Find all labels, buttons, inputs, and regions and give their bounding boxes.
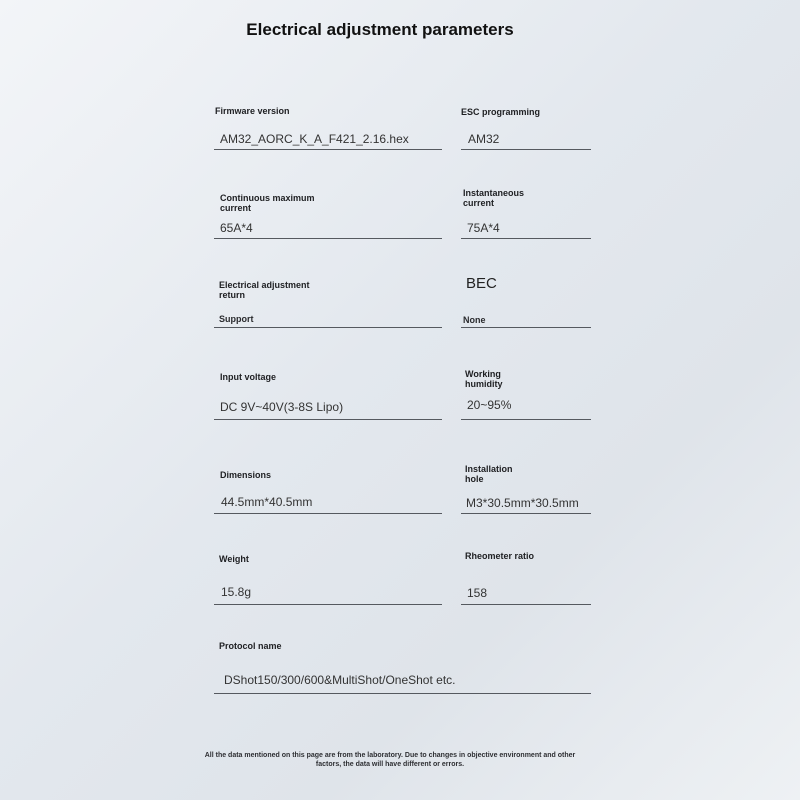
- instantaneous-current-label: Instantaneous current: [463, 188, 525, 208]
- divider: [461, 327, 591, 328]
- weight-label: Weight: [219, 554, 249, 564]
- firmware-version-value: AM32_AORC_K_A_F421_2.16.hex: [220, 132, 409, 146]
- divider: [214, 419, 442, 420]
- page-title: Electrical adjustment parameters: [246, 20, 514, 39]
- installation-hole-label: Installation hole: [465, 464, 513, 484]
- divider: [214, 327, 442, 328]
- input-voltage-value: DC 9V~40V(3-8S Lipo): [220, 400, 344, 414]
- divider: [461, 149, 591, 150]
- esc-programming-label: ESC programming: [461, 107, 541, 117]
- divider: [214, 513, 442, 514]
- divider: [214, 604, 442, 605]
- weight-value: 15.8g: [221, 585, 252, 599]
- working-humidity-value: 20~95%: [467, 398, 512, 412]
- continuous-current-value: 65A*4: [220, 221, 253, 235]
- rheometer-ratio-value: 158: [467, 586, 488, 600]
- divider: [214, 693, 591, 694]
- bec-label: BEC: [466, 275, 497, 292]
- divider: [461, 238, 591, 239]
- dimensions-value: 44.5mm*40.5mm: [221, 495, 313, 509]
- input-voltage-label: Input voltage: [220, 372, 276, 382]
- firmware-version-label: Firmware version: [215, 106, 290, 116]
- working-humidity-label: Working humidity: [465, 369, 503, 389]
- adjustment-return-label: Electrical adjustment return: [219, 280, 310, 300]
- esc-programming-value: AM32: [468, 132, 500, 146]
- divider: [461, 604, 591, 605]
- adjustment-return-value: Support: [219, 314, 254, 324]
- rheometer-ratio-label: Rheometer ratio: [465, 551, 535, 561]
- divider: [461, 513, 591, 514]
- divider: [214, 238, 442, 239]
- continuous-current-label: Continuous maximum current: [220, 193, 315, 213]
- dimensions-label: Dimensions: [220, 470, 272, 480]
- instantaneous-current-value: 75A*4: [467, 221, 500, 235]
- installation-hole-value: M3*30.5mm*30.5mm: [466, 496, 579, 510]
- disclaimer-footer: All the data mentioned on this page are from the laboratory. Due to changes in objective environment and other factors, the data will have different or errors.: [204, 752, 576, 768]
- divider: [461, 419, 591, 420]
- protocol-name-label: Protocol name: [219, 641, 282, 651]
- divider: [214, 149, 442, 150]
- protocol-name-value: DShot150/300/600&MultiShot/OneShot etc.: [224, 673, 456, 687]
- bec-value: None: [463, 315, 486, 325]
